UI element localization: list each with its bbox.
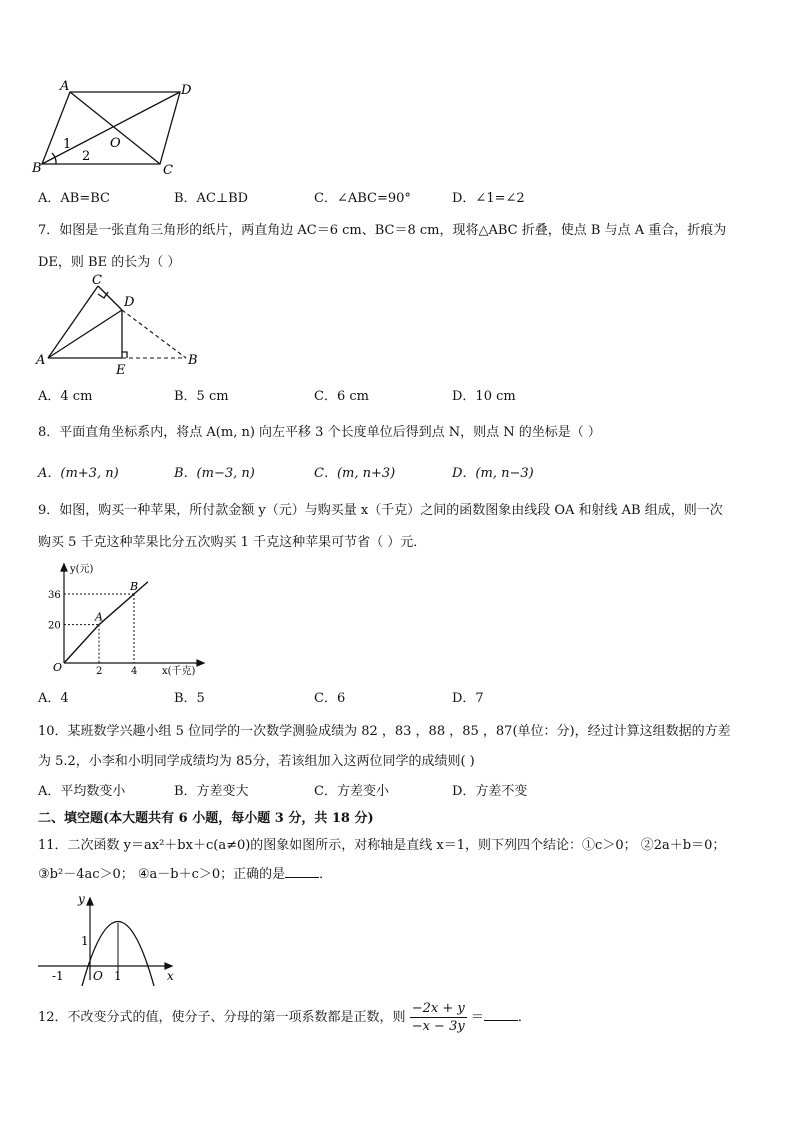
label-e: E <box>116 363 126 378</box>
q11-answer-blank[interactable] <box>285 865 319 878</box>
right-triangle-figure <box>34 272 214 378</box>
q10-stem-line1: 10．某班数学兴趣小组 5 位同学的一次数学测验成绩为 82 ，83 ，88 ，85 ，87(单位：分)，经过计算这组数据的方差 <box>38 724 731 739</box>
angle-label-2: 2 <box>82 149 91 164</box>
q11-stem-line1: 11．二次函数 y＝ax²＋bx＋c(a≠0)的图象如图所示，对称轴是直线 x＝1，则下列四个结论：①c＞0； ②2a＋b＝0； <box>38 838 726 853</box>
q9-options <box>38 687 758 705</box>
label-d: D <box>181 83 192 98</box>
q9-option-c[interactable]: C．6 <box>314 691 346 706</box>
q8-option-d[interactable]: D．(m, n−3) <box>452 466 534 481</box>
tick-label-1: 1 <box>114 969 122 983</box>
label-c: C <box>92 273 102 288</box>
q11-stem-line2 <box>38 863 332 882</box>
q8-option-a[interactable]: A．(m+3, n) <box>38 466 119 481</box>
label-a: A <box>60 79 70 94</box>
y-tick-label-1: 1 <box>81 934 89 948</box>
y-tick-label-36: 36 <box>48 590 61 601</box>
q9-option-b[interactable]: B．5 <box>174 691 205 706</box>
point-label-b: B <box>130 580 139 593</box>
y-axis-arrow <box>61 564 67 571</box>
q6-option-d[interactable]: D．∠1=∠2 <box>452 191 525 206</box>
origin-label: O <box>53 661 63 674</box>
label-b: B <box>32 161 42 176</box>
q7-option-c[interactable]: C．6 cm <box>314 389 369 404</box>
x-tick-label-4: 4 <box>131 666 138 676</box>
q8-option-b[interactable]: B．(m−3, n) <box>174 466 255 481</box>
label-a: A <box>36 353 46 368</box>
q10-option-b[interactable]: B．方差变大 <box>174 784 249 799</box>
y-axis-label: y <box>78 892 85 906</box>
label-o: O <box>110 136 121 151</box>
label-b: B <box>188 353 198 368</box>
q12-text: 12．不改变分式的值，使分子、分母的第一项系数都是正数，则 <box>38 1010 406 1025</box>
q8-stem: 8．平面直角坐标系内，将点 A(m, n) 向左平移 3 个长度单位后得到点 N，则点 N 的坐标是（ ） <box>38 425 601 440</box>
dashed-db <box>122 310 186 358</box>
y-tick-label-20: 20 <box>48 620 61 632</box>
q10-option-c[interactable]: C．方差变小 <box>314 784 389 799</box>
origin-label: O <box>93 969 103 983</box>
parabola-figure <box>34 890 184 986</box>
q11-line2-end: ． <box>319 867 333 882</box>
right-angle-mark-e <box>122 352 127 358</box>
point-label-a: A <box>95 610 103 624</box>
q7-option-b[interactable]: B．5 cm <box>174 389 229 404</box>
label-d: D <box>124 295 135 310</box>
q6-option-a[interactable]: A．AB=BC <box>38 191 110 206</box>
q10-stem-line2: 为 5.2，小李和小明同学成绩均为 85分，若该组加入这两位同学的成绩则( ) <box>38 754 475 769</box>
segment-ad <box>48 310 122 358</box>
q7-option-d[interactable]: D．10 cm <box>452 389 516 404</box>
q8-option-c[interactable]: C．(m, n+3) <box>314 466 396 481</box>
diagonal-bd <box>42 92 180 164</box>
q12-answer-blank[interactable] <box>484 1008 518 1021</box>
x-axis-arrow <box>197 660 204 666</box>
q7-options <box>38 385 758 403</box>
price-chart <box>34 556 214 676</box>
q9-option-a[interactable]: A．4 <box>38 691 69 706</box>
right-angle-mark-c <box>98 292 108 298</box>
q10-options <box>38 780 758 798</box>
q10-option-a[interactable]: A．平均数变小 <box>38 784 126 799</box>
x-tick-label-2: 2 <box>96 666 103 676</box>
q11-line2-text: ③b²－4ac＞0； ④a－b＋c＞0；正确的是 <box>38 867 286 882</box>
q6-options <box>38 187 758 205</box>
side-cd <box>98 286 122 310</box>
angle-label-1: 1 <box>63 137 72 152</box>
q6-option-c[interactable]: C．∠ABC=90° <box>314 191 411 206</box>
tick-label-neg1: -1 <box>52 969 64 983</box>
q9-option-d[interactable]: D．7 <box>452 691 484 706</box>
section-fill-in-title: 二、填空题(本大题共有 6 小题，每小题 3 分，共 18 分) <box>38 811 374 826</box>
y-axis-label: y(元) <box>70 564 94 575</box>
q12-stem <box>38 1001 531 1034</box>
fraction-denominator: −x − 3y <box>411 1019 465 1034</box>
y-axis-arrow <box>87 898 93 905</box>
q7-stem-line2: DE，则 BE 的长为（ ） <box>38 255 181 270</box>
label-c: C <box>163 163 173 176</box>
q9-stem-line2: 购买 5 千克这种苹果比分五次购买 1 千克这种苹果可节省（ ）元． <box>38 535 427 550</box>
q12-end: ． <box>517 1010 531 1025</box>
q8-options <box>38 462 758 480</box>
q7-stem-line1: 7．如图是一张直角三角形的纸片，两直角边 AC＝6 cm、BC＝8 cm，现将△ABC 折叠，使点 B 与点 A 重合，折痕为 <box>38 223 727 238</box>
q6-option-b[interactable]: B．AC⊥BD <box>174 191 249 206</box>
side-ac <box>48 286 98 358</box>
parallelogram-figure <box>30 76 210 176</box>
fraction <box>410 1001 467 1034</box>
q10-option-d[interactable]: D．方差不变 <box>452 784 528 799</box>
q7-option-a[interactable]: A．4 cm <box>38 389 93 404</box>
x-axis-label: x(千克) <box>162 666 196 676</box>
q12-equals: ＝ <box>470 1010 484 1025</box>
x-axis-label: x <box>167 969 174 983</box>
fraction-numerator: −2x + y <box>411 1001 465 1016</box>
q9-stem-line1: 9．如图，购买一种苹果，所付款金额 y（元）与购买量 x（千克）之间的函数图象由线段 OA 和射线 AB 组成，则一次 <box>38 503 723 518</box>
